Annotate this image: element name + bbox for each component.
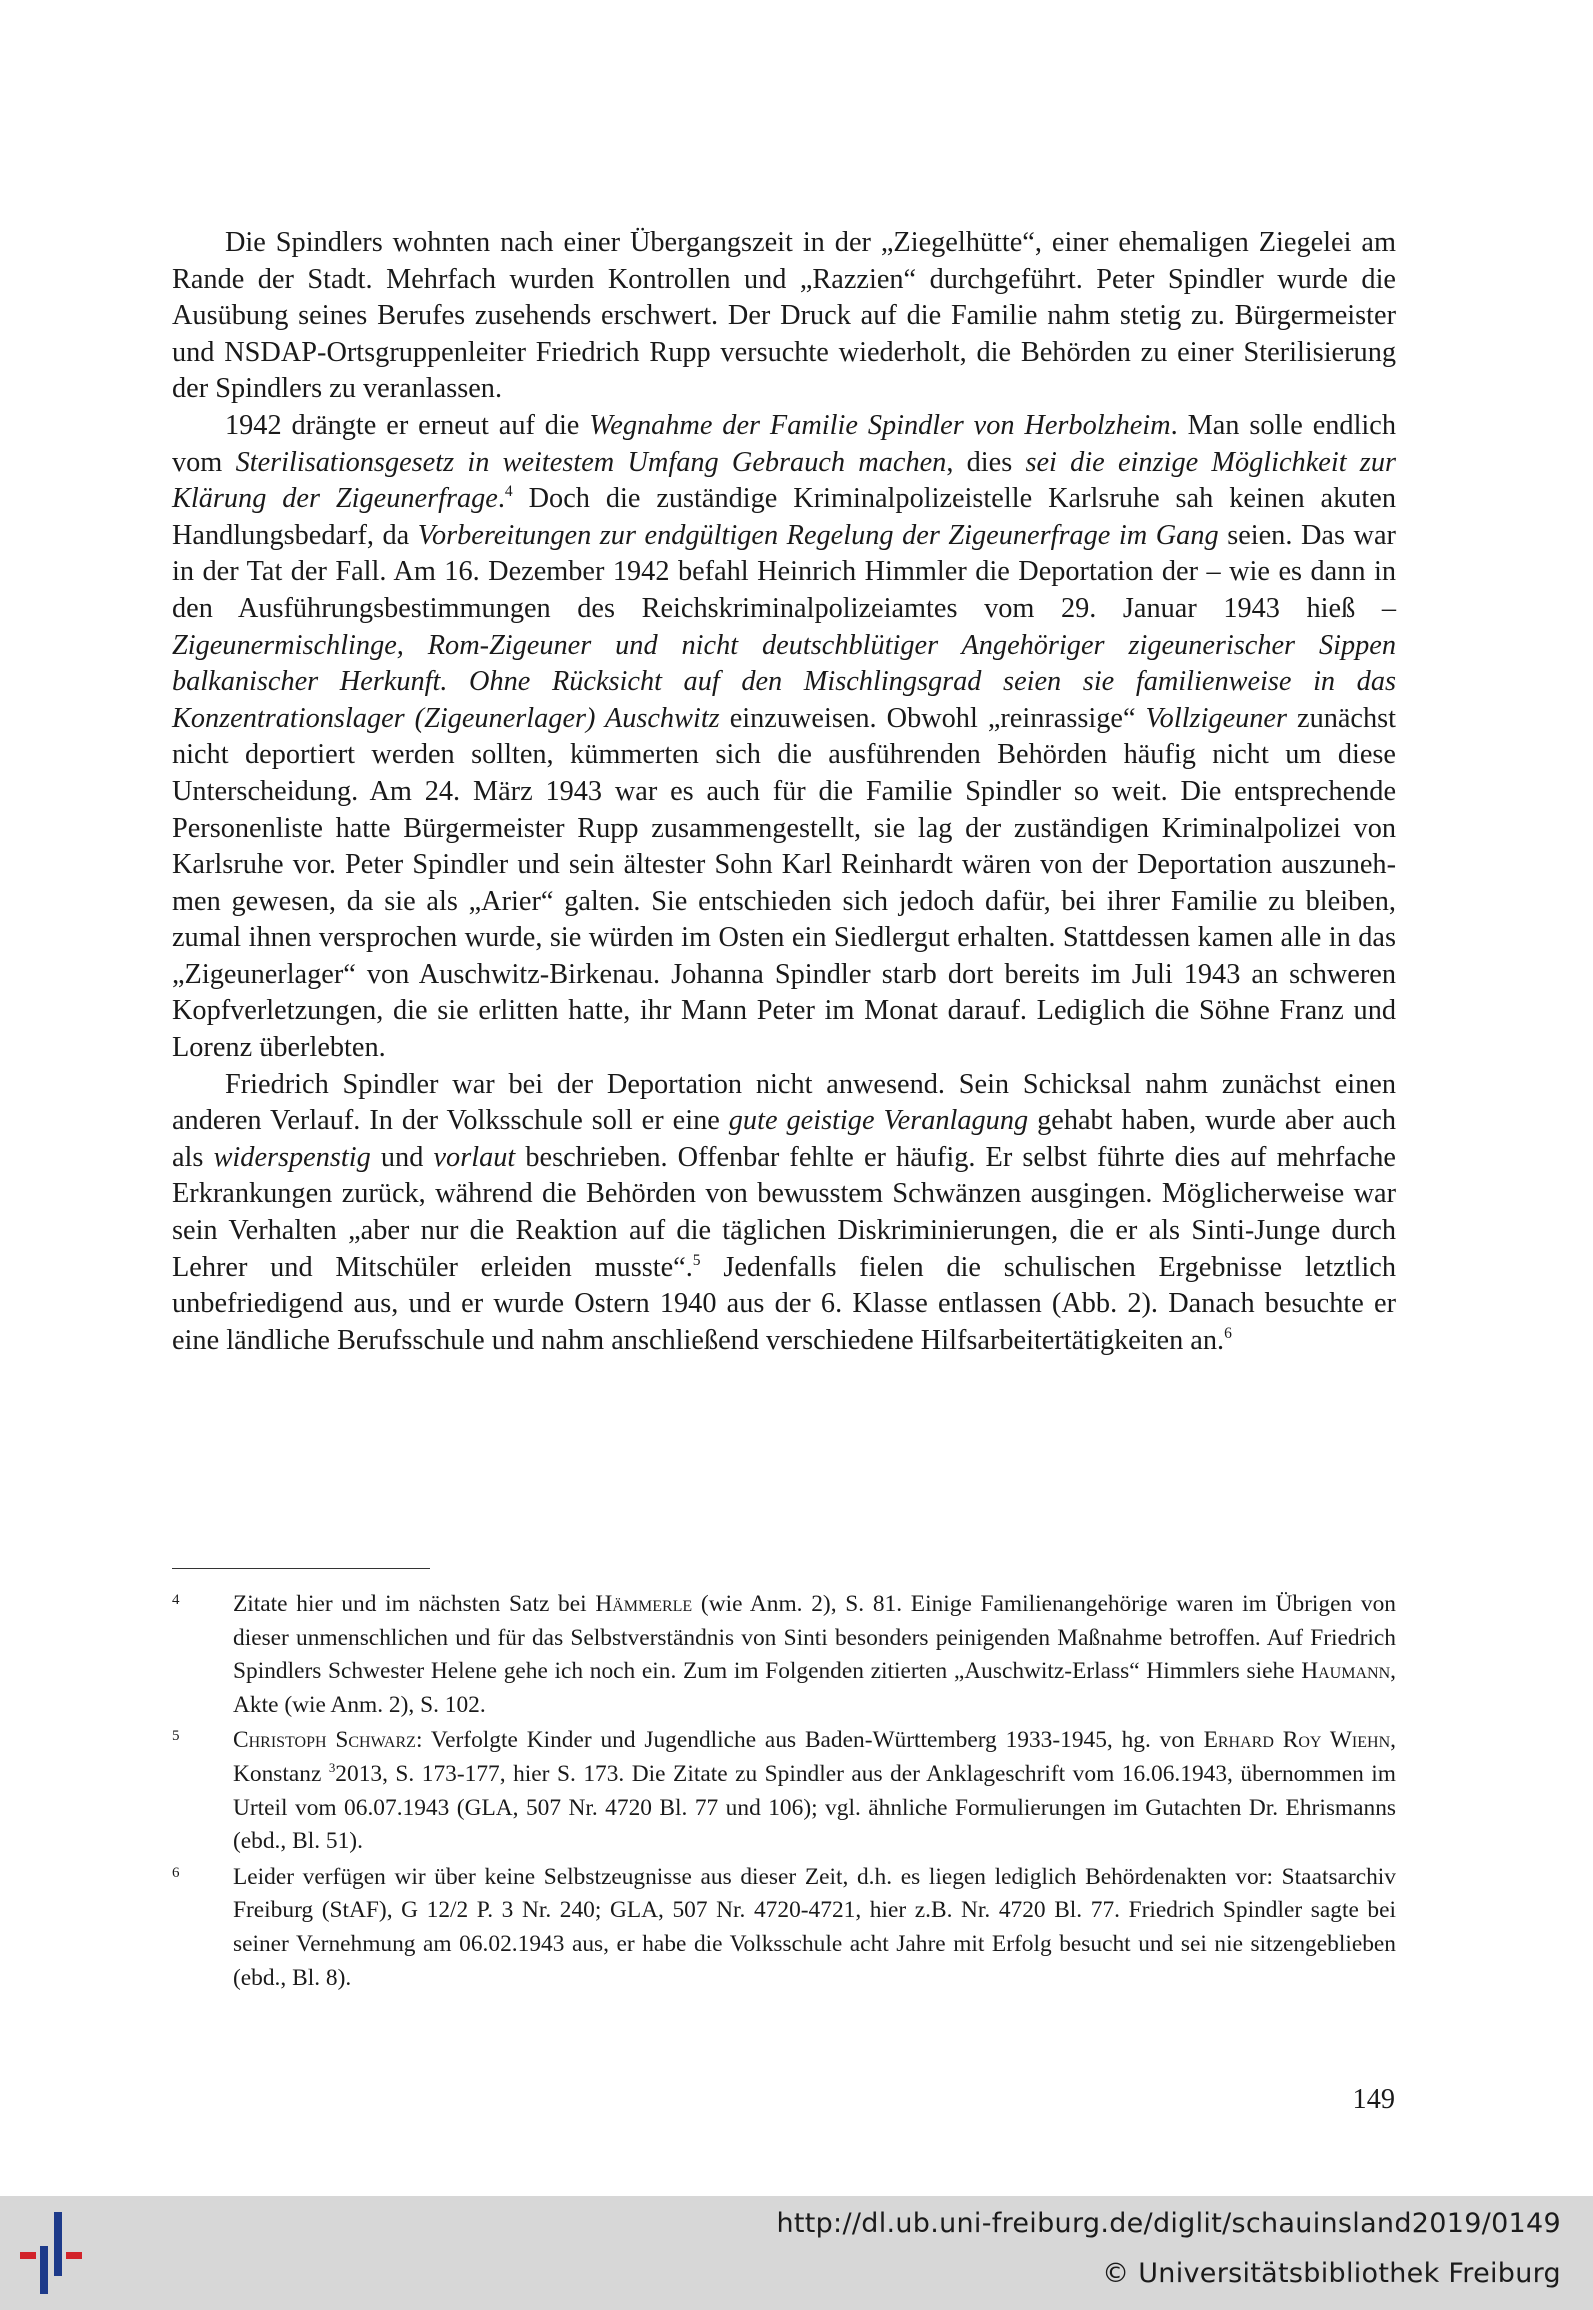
ub-freiburg-logo-icon (20, 2212, 102, 2294)
author-name: Christoph Schwarz (233, 1727, 416, 1754)
italic-quote: Wegnahme der Familie Spindler von Herbolzheim (589, 409, 1171, 441)
footnotes (172, 1588, 1396, 1997)
text-run: 1942 drängte er erneut auf die (225, 409, 590, 441)
library-footer-bar (0, 2196, 1593, 2310)
text-run: , Konstanz (233, 1727, 1396, 1787)
italic-quote: Vollzigeuner (1145, 702, 1288, 734)
footnote (172, 1588, 1396, 1722)
author-name: Erhard Roy Wiehn (1203, 1727, 1391, 1754)
text-run: und (370, 1141, 434, 1173)
footnote-ref: 6 (1224, 1324, 1232, 1342)
italic-quote: Zigeunermischlinge, Rom-Zigeuner und nicht deutschblütiger Angehöriger zigeunerischer Sippen balkanischer Herkunft. Ohne Rücksicht auf den Mischlingsgrad seien sie familienweise in das Konzentrationslager (Zigeunerlager) Auschwitz (172, 629, 1396, 734)
text-run: (wie Anm. 2), S. 81. Einige Familienangehörige waren im Übrigen von dieser unmenschlichen und für das Selbstverständnis von Sinti besonders peinigenden Maßnahme betroffen. Auf Friedrich Spindlers Schwester Helene gehe ich noch ein. Zum im Folgenden zitierten „Auschwitz-Erlass“ Himmlers siehe (233, 1591, 1396, 1685)
page-number: 149 (1352, 2084, 1395, 2115)
paragraph (172, 1067, 1396, 1360)
text-run: einzuweisen. Obwohl „reinrassige“ (719, 702, 1146, 734)
paragraph (172, 225, 1396, 408)
footnote-number: 4 (172, 1592, 180, 1608)
text-run: zunächst nicht deportiert werden sollten, kümmerten sich die ausführenden Behörden häufig nicht um diese Unterscheidung. Am 24. März 1943 war es auch für die Familie Spindler so weit. Die entsprechende Personenliste hatte Bürgermeister Rupp zusammengestellt, sie lag der zuständigen Kriminalpolizei von Karlsruhe vor. Peter Spindler und sein ältester Sohn Karl Reinhardt wären von der Deportation auszunehmen gewesen, da sie als „Arier“ galten. Sie entschieden sich jedoch dafür, bei ihrer Familie zu bleiben, zumal ihnen versprochen wurde, sie würden im Osten ein Siedlergut erhalten. Stattdessen kamen alle in das „Zigeunerlager“ von Auschwitz-Birkenau. Johanna Spindler starb dort bereits im Juli 1943 an schweren Kopfverletzungen, die sie erlitten hatte, ihr Mann Peter im Monat darauf. Lediglich die Söhne Franz und Lorenz überlebten. (172, 702, 1397, 1064)
text-run: . Man solle endlich vom (172, 409, 1397, 478)
text-run: , dies (946, 446, 1026, 478)
italic-quote: sei die einzige Möglichkeit zur Klärung der Zigeunerfrage (172, 446, 1396, 515)
text-run: Leider verfügen wir über keine Selbstzeugnisse aus dieser Zeit, d.h. es liegen lediglich Behördenakten vor: Staatsarchiv Freiburg (StAF), G 12/2 P. 3 Nr. 240; GLA, 507 Nr. 4720-4721, hier z.B. Nr. 4720 Bl. 77. Friedrich Spindler sagte bei seiner Vernehmung am 06.02.1943 aus, er habe die Volksschule acht Jahre mit Erfolg besucht und sei nie sitzengeblieben (ebd., Bl. 8). (233, 1863, 1396, 1991)
text-run: seien. Das war in der Tat der Fall. Am 16. Dezember 1942 befahl Heinrich Himmler die Deportation der – wie es dann in den Ausführungsbestimmungen des Reichskriminalpolizeiamtes vom 29. Januar 1943 hieß – (172, 519, 1396, 624)
text-run: gehabt haben, wurde aber auch als (172, 1105, 1396, 1173)
italic-quote: Sterilisationsgesetz in weitestem Umfang Gebrauch machen (235, 446, 947, 478)
text-run: Jedenfalls fielen die schulischen Ergebnisse letztlich unbefriedigend aus, und er wurde Ostern 1940 aus der 6. Klasse entlassen (Abb. 2). Danach besuchte er eine ländliche Berufsschule und nahm anschließend verschiedene Hilfsarbeitertätigkeiten an. (172, 1251, 1396, 1356)
text-run: 2013, S. 173-177, hier S. 173. Die Zitate zu Spindler aus der Anklageschrift vom 16.06.1943, übernommen im Urteil vom 06.07.1943 (GLA, 507 Nr. 4720 Bl. 77 und 106); vgl. ähnliche Formulierungen im Gutachten Dr. Ehrismanns (ebd., Bl. 51). (233, 1760, 1396, 1855)
italic-quote: vorlaut (433, 1141, 516, 1173)
footer-copyright: © Universitätsbibliothek Freiburg (1102, 2258, 1561, 2289)
footnote-ref: 4 (504, 483, 513, 501)
italic-quote: widerspenstig (213, 1141, 371, 1173)
text-run: Die Spindlers wohnten nach einer Übergangszeit in der „Ziegelhütte“, einer ehemaligen Ziegelei am Rande der Stadt. Mehrfach wurden Kontrollen und „Razzien“ durchgeführt. Peter Spindler wurde die Ausübung seines Berufes zusehends erschwert. Der Druck auf die Familie nahm stetig zu. Bürgermeister und NSDAP-Ortsgruppenleiter Friedrich Rupp versuchte wiederholt, die Behörden zu einer Sterilisierung der Spindlers zu veranlassen. (172, 227, 1396, 405)
paragraph (172, 408, 1396, 1067)
footer-url-link[interactable]: http://dl.ub.uni-freiburg.de/diglit/schauinsland2019/0149 (776, 2208, 1561, 2239)
author-name: Haumann (1301, 1658, 1391, 1685)
footnote-number: 6 (172, 1864, 180, 1881)
footnote (172, 1861, 1396, 1995)
author-name: Hämmerle (595, 1591, 693, 1617)
text-run: Doch die zuständige Kriminalpolizeistelle Karlsruhe sah keinen akuten Handlungsbedarf, da (172, 483, 1396, 551)
footnote-ref: 3 (328, 1760, 336, 1775)
text-run: . (497, 483, 505, 515)
text-run: beschrieben. Offenbar fehlte er häufig. Er selbst führte dies auf mehrfache Erkrankungen zurück, während die Behörden von bewusstem Schwänzen ausgingen. Möglicherweise war sein Verhalten „aber nur die Reaktion auf die täglichen Diskriminierungen, die er als Sinti-Junge durch Lehrer und Mitschüler erleiden musste“. (172, 1141, 1396, 1283)
footnote-separator (172, 1568, 430, 1569)
footnote-ref: 5 (692, 1251, 701, 1269)
main-text (172, 225, 1396, 1359)
text-run: , Akte (wie Anm. 2), S. 102. (233, 1658, 1396, 1718)
footnote (172, 1724, 1396, 1858)
text-run: : Verfolgte Kinder und Jugendliche aus Baden-Württemberg 1933-1945, hg. von (415, 1727, 1204, 1754)
text-run: Friedrich Spindler war bei der Deportation nicht anwesend. Sein Schicksal nahm zunächst einen anderen Verlauf. In der Volksschule soll er eine (172, 1068, 1396, 1137)
italic-quote: gute geistige Veranlagung (728, 1105, 1029, 1137)
footnote-number: 5 (172, 1728, 180, 1745)
text-run: Zitate hier und im nächsten Satz bei (233, 1591, 596, 1617)
italic-quote: Vorbereitungen zur endgültigen Regelung der Zigeunerfrage im Gang (417, 519, 1219, 551)
